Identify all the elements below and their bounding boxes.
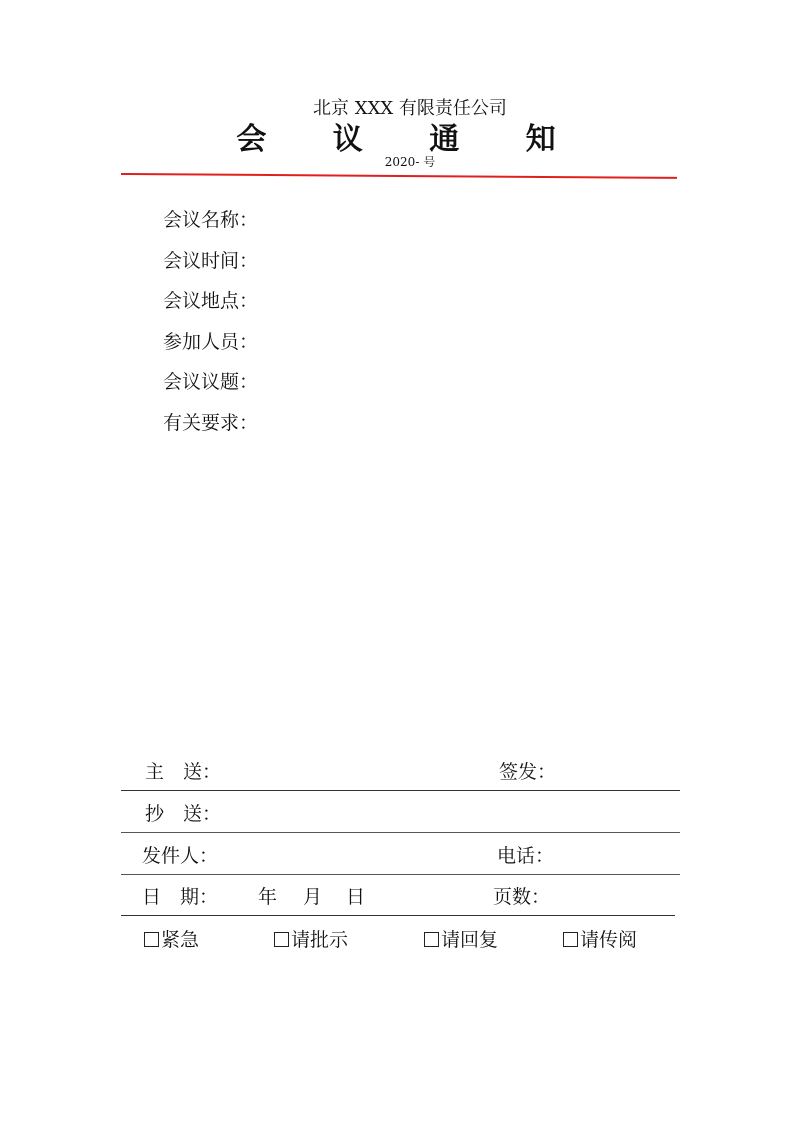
day-label: 日 xyxy=(346,886,366,908)
checkbox-label: 请传阅 xyxy=(580,929,638,951)
checkbox-urgent[interactable] xyxy=(144,927,199,953)
checkbox-square-icon xyxy=(424,932,439,947)
year-label: 年 xyxy=(258,886,278,908)
checkbox-square-icon xyxy=(274,932,289,947)
main-send-label: 主 送： xyxy=(145,761,222,783)
checkbox-label: 紧急 xyxy=(161,929,200,951)
document-number: 2020- 号 xyxy=(384,155,436,169)
sign-off-label: 签发： xyxy=(499,761,557,783)
footer-divider-4 xyxy=(121,915,675,916)
field-meeting-location: 会议地点： xyxy=(163,290,259,313)
field-attendees: 参加人员： xyxy=(163,330,259,353)
checkbox-request-instructions[interactable] xyxy=(274,927,348,953)
field-agenda: 会议议题： xyxy=(163,371,259,394)
pages-label: 页数： xyxy=(493,886,551,908)
document-title: 会 议 通 知 xyxy=(236,122,584,157)
field-meeting-name: 会议名称： xyxy=(163,209,259,231)
checkbox-label: 请回复 xyxy=(441,929,499,951)
footer-divider-1 xyxy=(121,790,680,791)
red-divider xyxy=(121,173,677,179)
cc-label: 抄 送： xyxy=(145,803,222,825)
phone-label: 电话： xyxy=(497,845,555,867)
checkbox-square-icon xyxy=(563,932,578,947)
company-name: 北京 XXX 有限责任公司 xyxy=(313,98,507,119)
checkbox-request-circulate[interactable] xyxy=(563,927,637,953)
field-requirements: 有关要求： xyxy=(163,411,259,434)
field-meeting-time: 会议时间： xyxy=(163,249,259,272)
checkbox-square-icon xyxy=(144,932,159,947)
month-label: 月 xyxy=(303,886,323,908)
footer-divider-3 xyxy=(121,874,680,875)
sender-label: 发件人： xyxy=(142,845,219,867)
date-label: 日 期： xyxy=(142,886,219,908)
checkbox-request-reply[interactable] xyxy=(424,927,498,953)
footer-divider-2 xyxy=(121,832,680,833)
checkbox-label: 请批示 xyxy=(291,929,349,951)
meeting-fields xyxy=(163,206,258,450)
